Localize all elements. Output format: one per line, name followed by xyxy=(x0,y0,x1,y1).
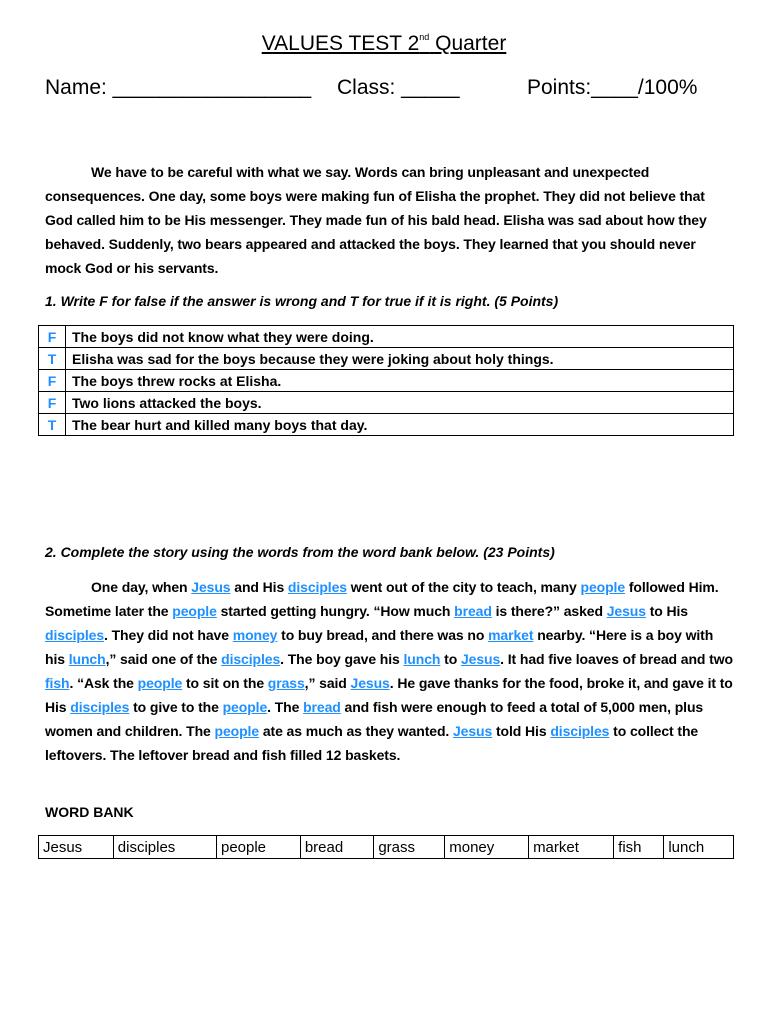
page-title xyxy=(0,32,768,56)
story-text: One day, when xyxy=(91,579,192,595)
story-text: . He gave thanks for the food, broke it, and gave it to His xyxy=(45,675,733,715)
answer-cell[interactable]: T xyxy=(39,414,66,436)
story-text: . “Ask the xyxy=(69,675,138,691)
filled-blank[interactable]: money xyxy=(232,627,278,643)
filled-blank[interactable]: people xyxy=(172,603,217,619)
filled-blank[interactable]: market xyxy=(488,627,534,643)
filled-blank[interactable]: people xyxy=(137,675,183,691)
story-paragraph-feeding xyxy=(45,575,735,767)
filled-blank[interactable]: disciples xyxy=(287,579,347,595)
filled-blank[interactable]: lunch xyxy=(403,651,441,667)
answer-cell[interactable]: F xyxy=(39,370,66,392)
word-bank-word: fish xyxy=(614,836,664,859)
title-quarter: Quarter xyxy=(429,32,507,55)
student-info-line xyxy=(45,76,735,106)
filled-blank[interactable]: fish xyxy=(45,675,70,691)
statement-cell: The boys did not know what they were doing. xyxy=(66,326,734,348)
story-text: nearby. “Here is a boy with his xyxy=(45,627,714,667)
statement-cell: The bear hurt and killed many boys that day. xyxy=(66,414,734,436)
story-text: ,” said xyxy=(304,675,351,691)
title-text: VALUES TEST 2 xyxy=(261,32,420,55)
name-field[interactable]: Name: _________________ xyxy=(45,76,312,99)
table-row xyxy=(39,414,734,436)
filled-blank[interactable]: Jesus xyxy=(191,579,231,595)
story-text: . It had five loaves of bread and two xyxy=(500,651,733,667)
word-bank-table xyxy=(38,835,734,859)
filled-blank[interactable]: Jesus xyxy=(460,651,501,667)
filled-blank[interactable]: lunch xyxy=(68,651,106,667)
story-text: started getting hungry. “How much xyxy=(216,603,455,619)
answer-cell[interactable]: F xyxy=(39,326,66,348)
word-bank-word: Jesus xyxy=(39,836,114,859)
table-row xyxy=(39,348,734,370)
story-text: is there?” asked xyxy=(491,603,607,619)
word-bank-word: grass xyxy=(374,836,445,859)
true-false-table xyxy=(38,325,734,436)
word-bank-row xyxy=(39,836,734,859)
filled-blank[interactable]: grass xyxy=(267,675,305,691)
filled-blank[interactable]: bread xyxy=(454,603,492,619)
story-text: to xyxy=(440,651,461,667)
word-bank-word: bread xyxy=(300,836,374,859)
story-text: . They did not have xyxy=(104,627,233,643)
filled-blank[interactable]: Jesus xyxy=(606,603,646,619)
table-row xyxy=(39,370,734,392)
word-bank-label: WORD BANK xyxy=(45,804,134,820)
story-text: and His xyxy=(230,579,288,595)
word-bank-word: market xyxy=(529,836,614,859)
story-text: ate as much as they wanted. xyxy=(259,723,453,739)
table-row xyxy=(39,326,734,348)
filled-blank[interactable]: disciples xyxy=(221,651,281,667)
story-text: to collect the leftovers. The leftover bread and fish filled 12 baskets. xyxy=(45,723,699,763)
story-text: went out of the city to teach, many xyxy=(346,579,581,595)
story-text: to His xyxy=(645,603,688,619)
story-text: to give to the xyxy=(129,699,223,715)
class-field[interactable]: Class: _____ xyxy=(337,76,460,99)
statement-cell: The boys threw rocks at Elisha. xyxy=(66,370,734,392)
filled-blank[interactable]: people xyxy=(222,699,268,715)
filled-blank[interactable]: Jesus xyxy=(350,675,390,691)
filled-blank[interactable]: disciples xyxy=(45,627,105,643)
story-text: followed Him. Sometime later the xyxy=(45,579,719,619)
story-text: . The boy gave his xyxy=(280,651,404,667)
filled-blank[interactable]: people xyxy=(214,723,260,739)
table-row xyxy=(39,392,734,414)
answer-cell[interactable]: F xyxy=(39,392,66,414)
filled-blank[interactable]: disciples xyxy=(550,723,610,739)
word-bank-word: people xyxy=(216,836,300,859)
title-superscript: nd xyxy=(419,32,430,42)
filled-blank[interactable]: people xyxy=(580,579,626,595)
filled-blank[interactable]: disciples xyxy=(70,699,130,715)
word-bank-word: lunch xyxy=(664,836,734,859)
points-field[interactable]: Points:____/100% xyxy=(527,76,698,99)
story-text: . The xyxy=(267,699,304,715)
statement-cell: Elisha was sad for the boys because they were joking about holy things. xyxy=(66,348,734,370)
filled-blank[interactable]: Jesus xyxy=(453,723,493,739)
story-paragraph-elisha: We have to be careful with what we say. Words can bring unpleasant and unexpected consequences. One day, some boys were making fun of Elisha the prophet. They did not believe that God called him to be His messenger. They made fun of his bald head. Elisha was sad about how they behaved. Suddenly, two bears appeared and attacked the boys. They learned that you should never mock God or his servants. xyxy=(45,164,707,276)
story-text: to buy bread, and there was no xyxy=(277,627,489,643)
filled-blank[interactable]: bread xyxy=(303,699,341,715)
word-bank-word: money xyxy=(445,836,529,859)
word-bank-word: disciples xyxy=(113,836,216,859)
question-1-title: 1. Write F for false if the answer is wrong and T for true if it is right. (5 Points) xyxy=(45,293,559,309)
answer-cell[interactable]: T xyxy=(39,348,66,370)
statement-cell: Two lions attacked the boys. xyxy=(66,392,734,414)
story-text: told His xyxy=(492,723,551,739)
story-text: ,” said one of the xyxy=(105,651,222,667)
story-text: to sit on the xyxy=(182,675,268,691)
question-2-title: 2. Complete the story using the words from the word bank below. (23 Points) xyxy=(45,544,555,560)
story-text: and fish were enough to feed a total of 5,000 men, plus women and children. The xyxy=(45,699,704,739)
